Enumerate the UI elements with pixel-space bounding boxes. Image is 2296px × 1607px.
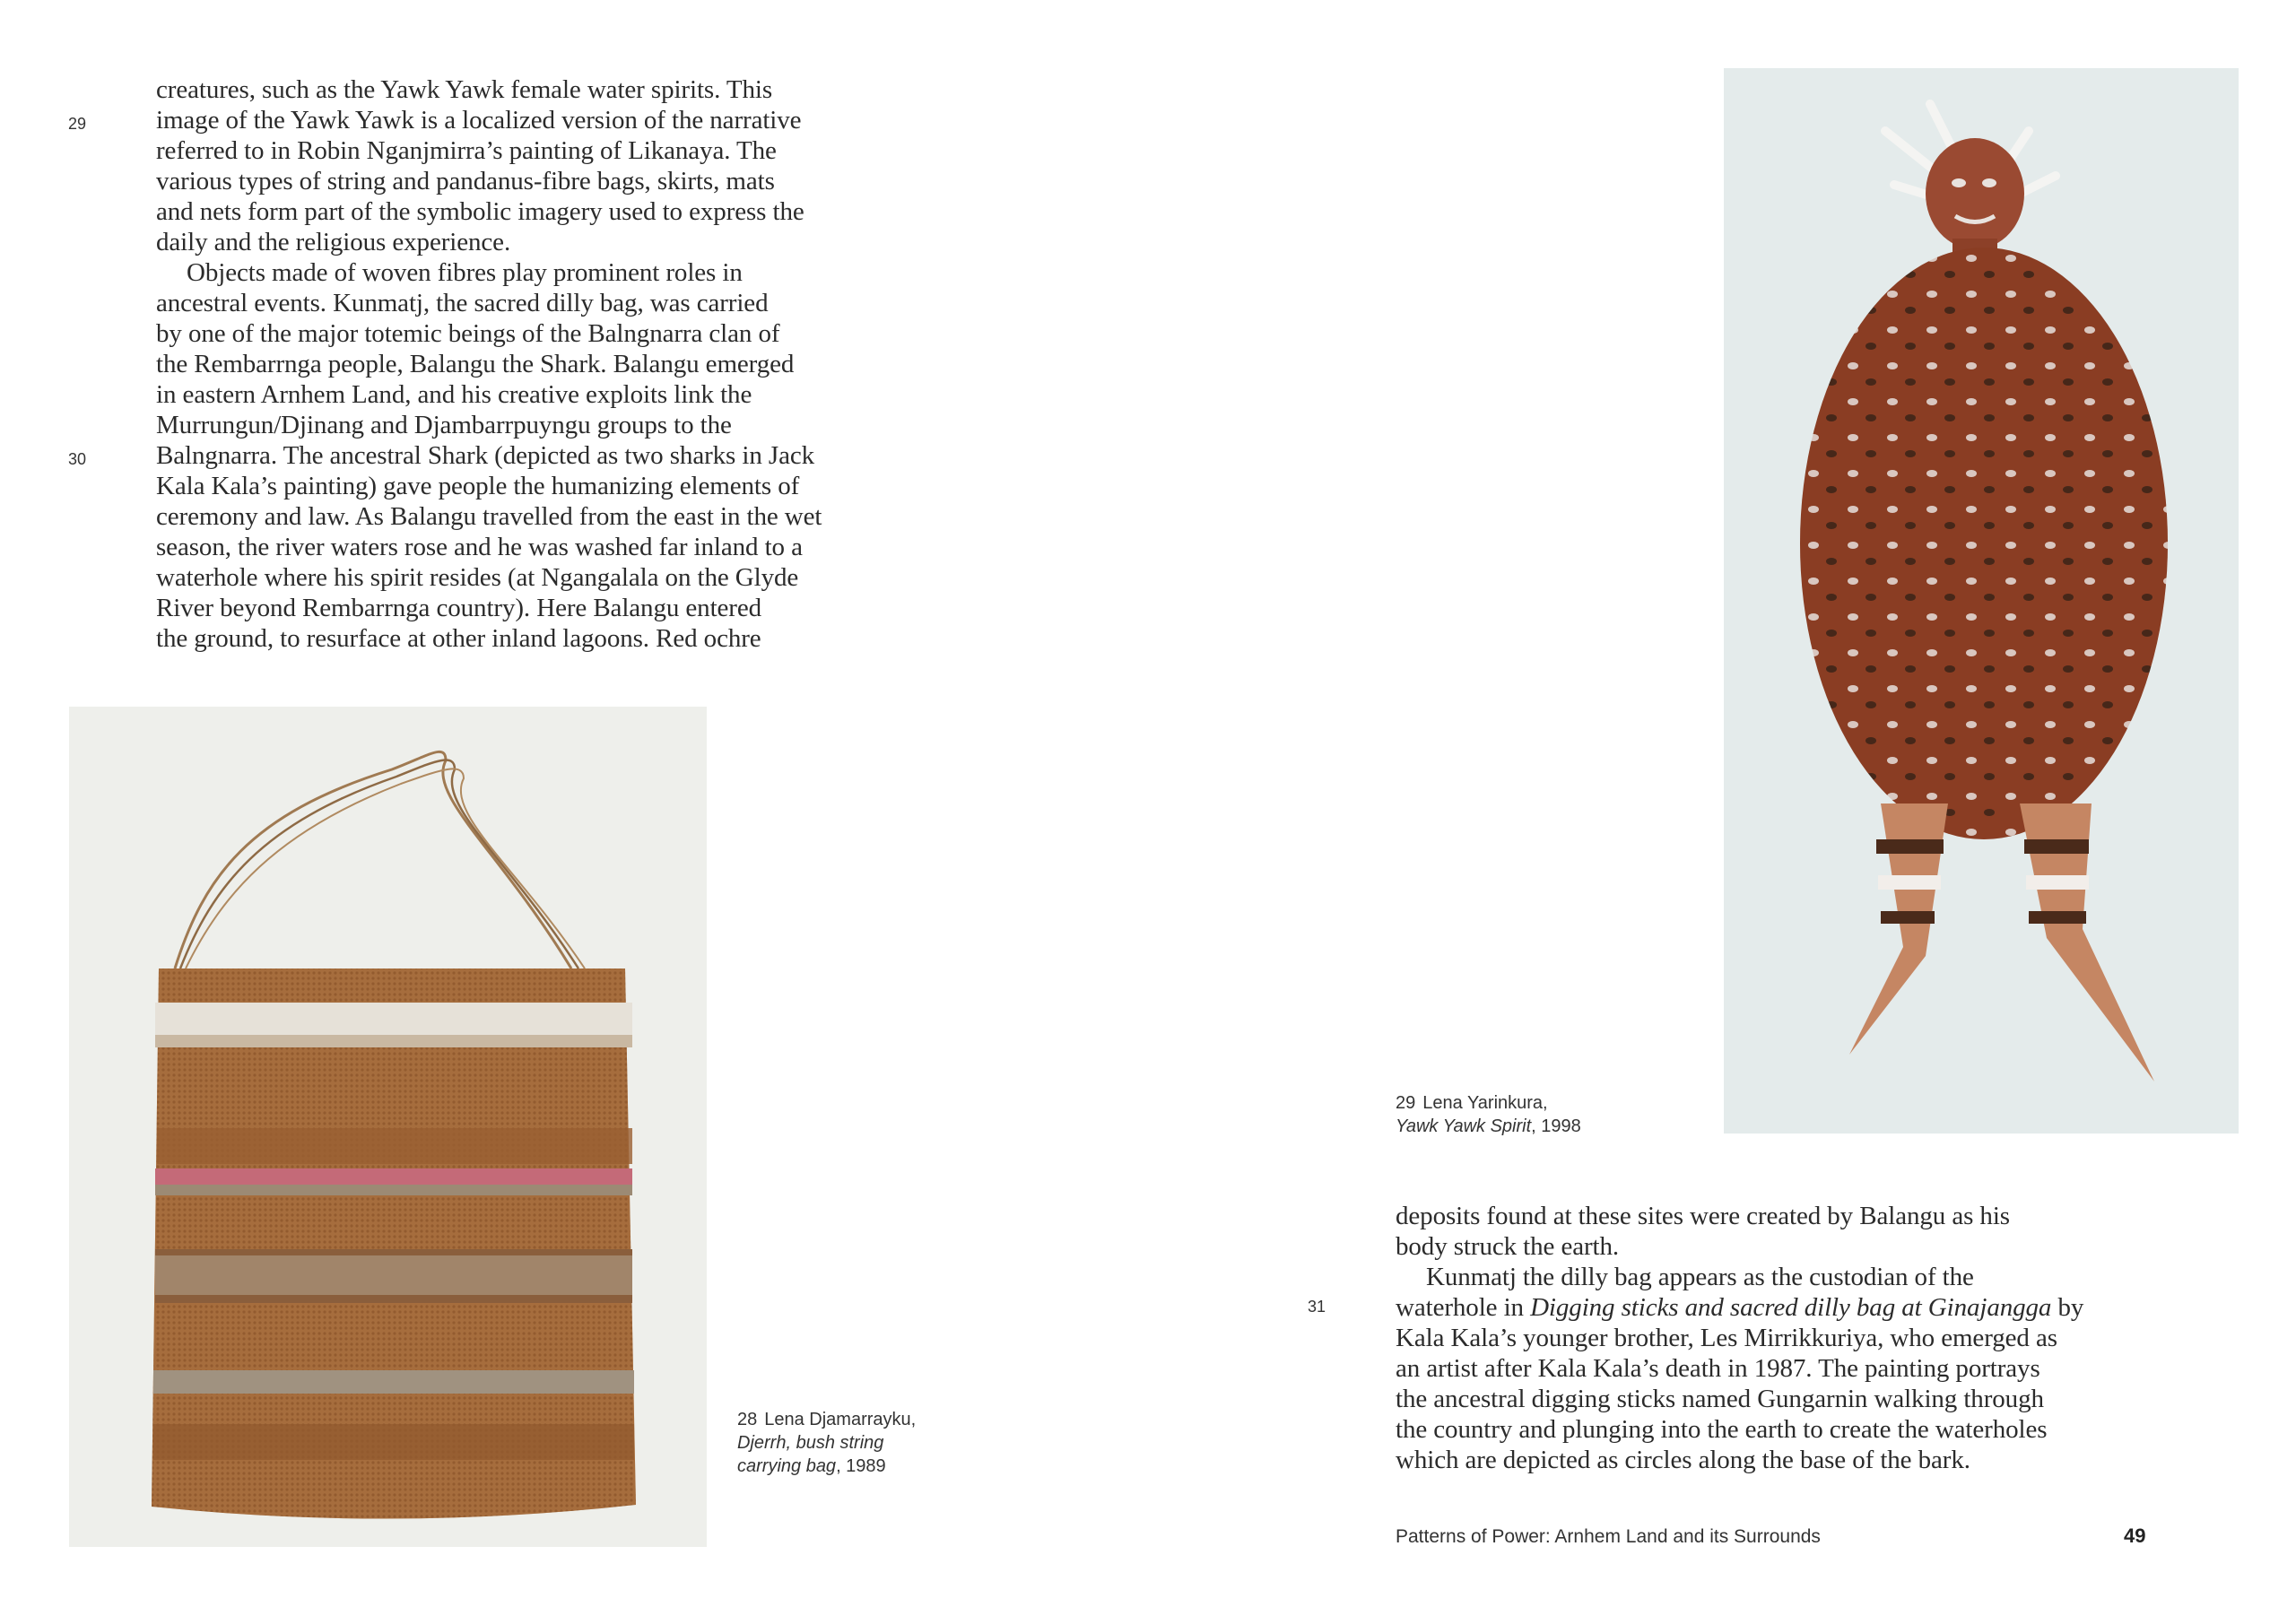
text-line: waterhole where his spirit resides (at Ngangalala on the Glyde — [156, 563, 799, 592]
body-text-block-2 — [1396, 1201, 2083, 1475]
figure-caption-28 — [737, 1408, 916, 1478]
text-line: the country and plunging into the earth to create the waterholes — [1396, 1415, 2048, 1444]
text-line: ancestral events. Kunmatj, the sacred dilly bag, was carried — [156, 289, 769, 317]
text-line: by one of the major totemic beings of the Balngnarra clan of — [156, 319, 780, 348]
text-segment: by — [2051, 1293, 2084, 1322]
caption-artist: Lena Yarinkura, — [1422, 1093, 1548, 1113]
caption-title: carrying bag — [737, 1456, 837, 1476]
caption-line — [1396, 1091, 1581, 1115]
woven-string-bag-icon — [69, 707, 707, 1547]
text-line: referred to in Robin Nganjmirra’s painting of Likanaya. The — [156, 136, 777, 165]
woven-bag-photo — [69, 707, 707, 1547]
caption-line — [737, 1408, 916, 1431]
text-line: creatures, such as the Yawk Yawk female water spirits. This — [156, 75, 773, 104]
text-line: and nets form part of the symbolic imagery used to express the — [156, 197, 804, 226]
text-line: Kunmatj the dilly bag appears as the custodian of the — [1426, 1263, 1974, 1291]
caption-line — [737, 1431, 916, 1455]
figure-caption-29 — [1396, 1091, 1581, 1138]
text-line: image of the Yawk Yawk is a localized version of the narrative — [156, 106, 802, 135]
running-footer-title: Patterns of Power: Arnhem Land and its Surrounds — [1396, 1526, 1821, 1547]
text-line: the ancestral digging sticks named Gungarnin walking through — [1396, 1385, 2044, 1413]
text-line: which are depicted as circles along the base of the bark. — [1396, 1446, 1970, 1474]
text-line: deposits found at these sites were created by Balangu as his — [1396, 1202, 2010, 1230]
text-line: River beyond Rembarrnga country). Here Balangu entered — [156, 594, 762, 622]
text-line: Objects made of woven fibres play prominent roles in — [187, 258, 743, 287]
margin-figure-ref-29: 29 — [68, 115, 87, 133]
caption-line — [737, 1455, 916, 1478]
text-line: Kala Kala’s painting) gave people the humanizing elements of — [156, 472, 800, 500]
text-line: ceremony and law. As Balangu travelled from the east in the wet — [156, 502, 822, 531]
text-line: in eastern Arnhem Land, and his creative exploits link the — [156, 380, 752, 409]
caption-line — [1396, 1115, 1581, 1138]
text-segment: waterhole in — [1396, 1293, 1531, 1322]
margin-figure-ref-30: 30 — [68, 450, 87, 468]
yawk-yawk-spirit-photo — [1724, 68, 2239, 1134]
caption-number: 28 — [737, 1410, 758, 1429]
caption-title: Yawk Yawk Spirit — [1396, 1116, 1532, 1136]
text-line: Kala Kala’s younger brother, Les Mirrikkuriya, who emerged as — [1396, 1324, 2057, 1352]
text-line: season, the river waters rose and he was washed far inland to a — [156, 533, 803, 561]
artwork-title: Digging sticks and sacred dilly bag at Ginajangga — [1530, 1293, 2052, 1322]
caption-year: , 1989 — [836, 1456, 886, 1476]
caption-artist: Lena Djamarrayku, — [764, 1410, 917, 1429]
text-line: daily and the religious experience. — [156, 228, 511, 256]
caption-number: 29 — [1396, 1093, 1416, 1113]
text-line: the Rembarrnga people, Balangu the Shark. Balangu emerged — [156, 350, 795, 378]
body-text-block-1 — [156, 74, 822, 654]
margin-figure-ref-31: 31 — [1308, 1298, 1326, 1316]
caption-year: , 1998 — [1531, 1116, 1581, 1136]
yawk-yawk-fibre-sculpture-icon — [1724, 68, 2239, 1134]
text-line: an artist after Kala Kala’s death in 1987. The painting portrays — [1396, 1354, 2040, 1383]
text-line — [1396, 1292, 2083, 1323]
text-line: the ground, to resurface at other inland lagoons. Red ochre — [156, 624, 761, 653]
text-line: Murrungun/Djinang and Djambarrpuyngu groups to the — [156, 411, 732, 439]
text-line: various types of string and pandanus-fibre bags, skirts, mats — [156, 167, 775, 195]
page-number: 49 — [2124, 1524, 2146, 1547]
caption-title: Djerrh, bush string — [737, 1433, 884, 1453]
text-line: Balngnarra. The ancestral Shark (depicted as two sharks in Jack — [156, 441, 815, 470]
text-line: body struck the earth. — [1396, 1232, 1620, 1261]
